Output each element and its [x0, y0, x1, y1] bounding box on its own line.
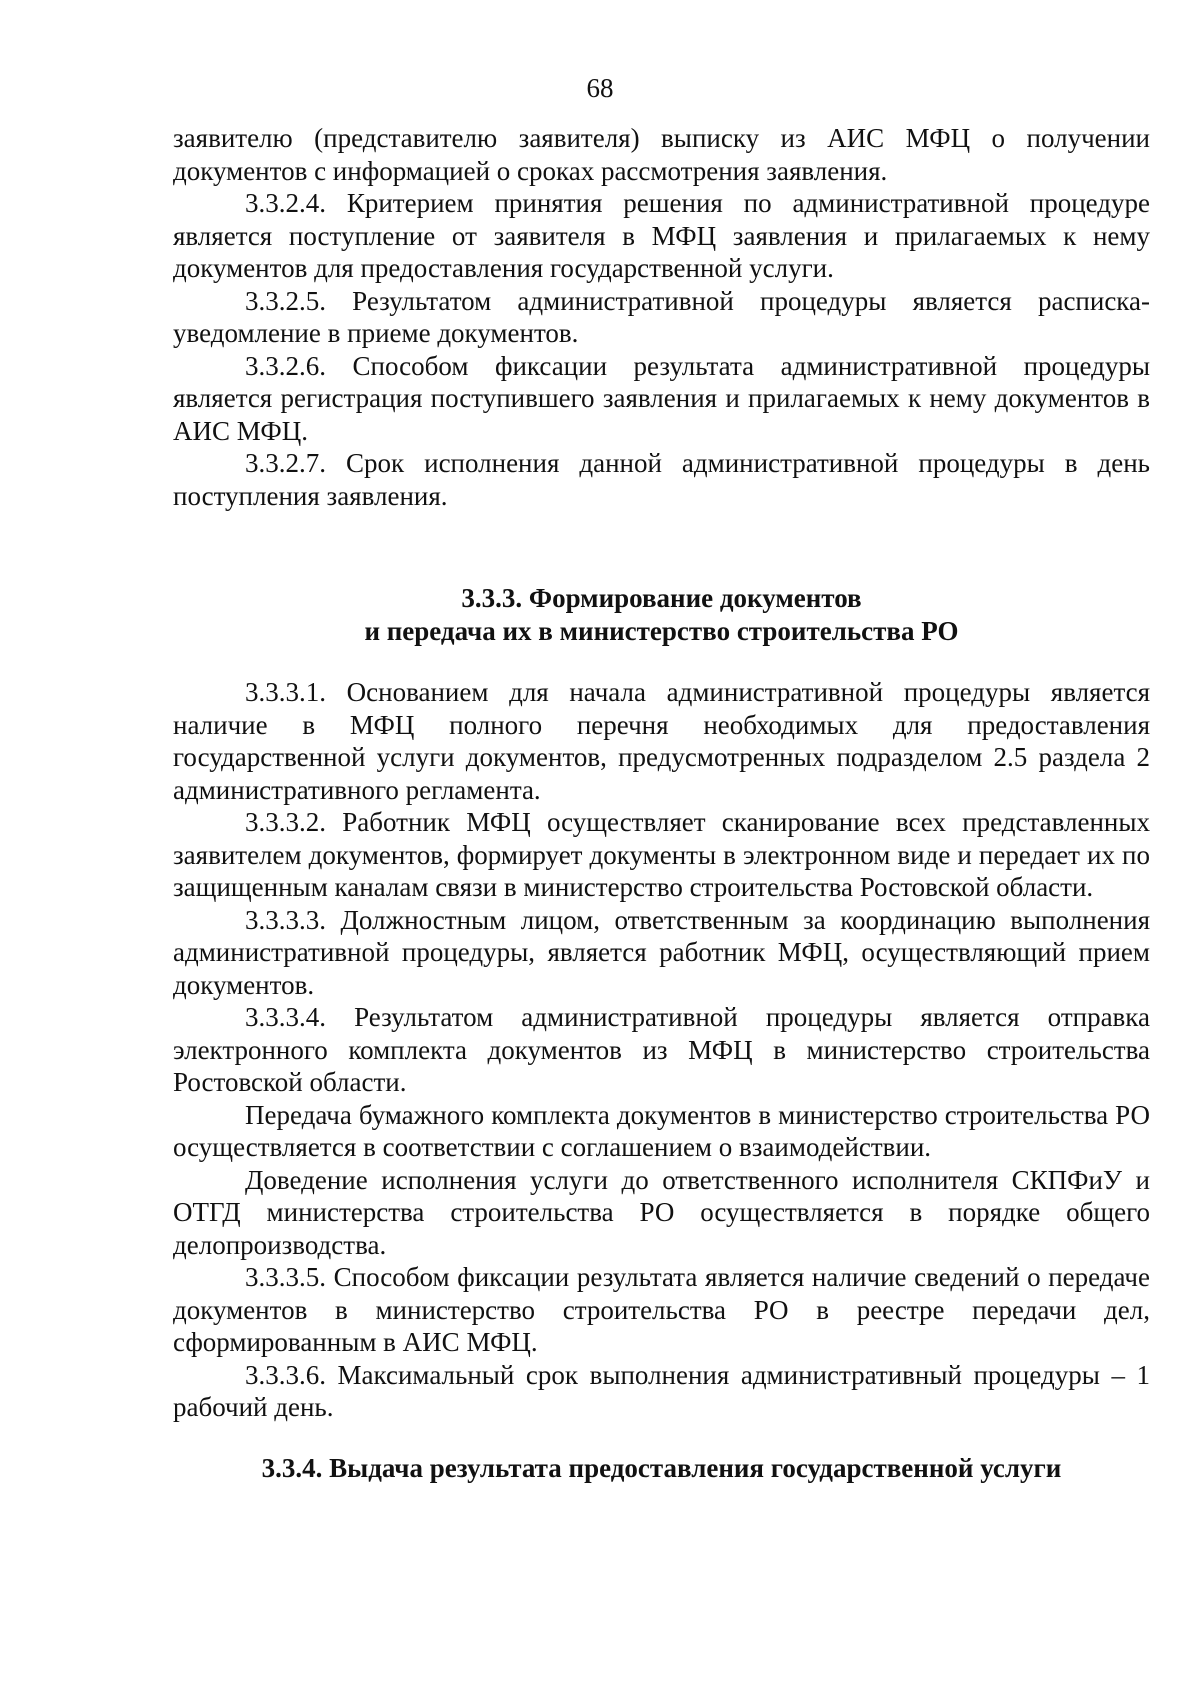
paragraph-3-3-3-6: 3.3.3.6. Максимальный срок выполнения административный процедуры – 1 рабочий день.: [173, 1359, 1150, 1422]
paragraph-3-3-2-7: 3.3.2.7. Срок исполнения данной административной процедуры в день поступления заявления.: [173, 448, 1150, 511]
paragraph-3-3-2-6: 3.3.2.6. Способом фиксации результата административной процедуры является регистрация поступившего заявления и прилагаемых к нему документов в АИС МФЦ.: [173, 350, 1150, 446]
document-body: [173, 122, 1150, 1484]
paragraph-3-3-3-2: 3.3.3.2. Работник МФЦ осуществляет сканирование всех представленных заявителем документов, формирует документы в электронном виде и передает их по защищенным каналам связи в министерство строительства Ростовской области.: [173, 807, 1150, 902]
paragraph-3-3-2-4: 3.3.2.4. Критерием принятия решения по административной процедуре является поступление от заявителя в МФЦ заявления и прилагаемых к нему документов для предоставления государственной услуги.: [173, 188, 1150, 283]
paragraph-3-3-3-3: 3.3.3.3. Должностным лицом, ответственным за координацию выполнения административной процедуры, является работник МФЦ, осуществляющий прием документов.: [173, 904, 1150, 1000]
section-heading-3-3-3-line1: 3.3.3. Формирование документов: [461, 583, 862, 613]
paragraph-3-3-3-4: 3.3.3.4. Результатом административной процедуры является отправка электронного комплекта документов из МФЦ в министерство строительства Ростовской области.: [173, 1002, 1150, 1097]
page-number: 68: [586, 73, 614, 103]
section-heading-3-3-4: 3.3.4. Выдача результата предоставления государственной услуги: [261, 1452, 1062, 1483]
paragraph-3-3-3-5: 3.3.3.5. Способом фиксации результата является наличие сведений о передаче документов в министерство строительства РО в реестре передачи дел, сформированным в АИС МФЦ.: [173, 1262, 1150, 1357]
paragraph-3-3-2-5: 3.3.2.5. Результатом административной процедуры является расписка-уведомление в приеме документов.: [173, 285, 1150, 348]
paragraph-3-3-3-1: 3.3.3.1. Основанием для начала административной процедуры является наличие в МФЦ полного перечня необходимых для предоставления государственной услуги документов, предусмотренных подразделом 2.5 раздела 2 административного регламента.: [173, 677, 1150, 805]
section-heading-3-3-3-line2: и передача их в министерство строительства РО: [364, 615, 959, 646]
paragraph-continuation: заявителю (представителю заявителя) выписку из АИС МФЦ о получении документов с информацией о сроках рассмотрения заявления.: [173, 123, 1150, 186]
paragraph-execution-notice: Доведение исполнения услуги до ответственного исполнителя СКПФиУ и ОТГД министерства строительства РО осуществляется в порядке общего делопроизводства.: [173, 1164, 1150, 1260]
paragraph-paper-transfer: Передача бумажного комплекта документов в министерство строительства РО осуществляется в соответствии с соглашением о взаимодействии.: [173, 1099, 1150, 1162]
